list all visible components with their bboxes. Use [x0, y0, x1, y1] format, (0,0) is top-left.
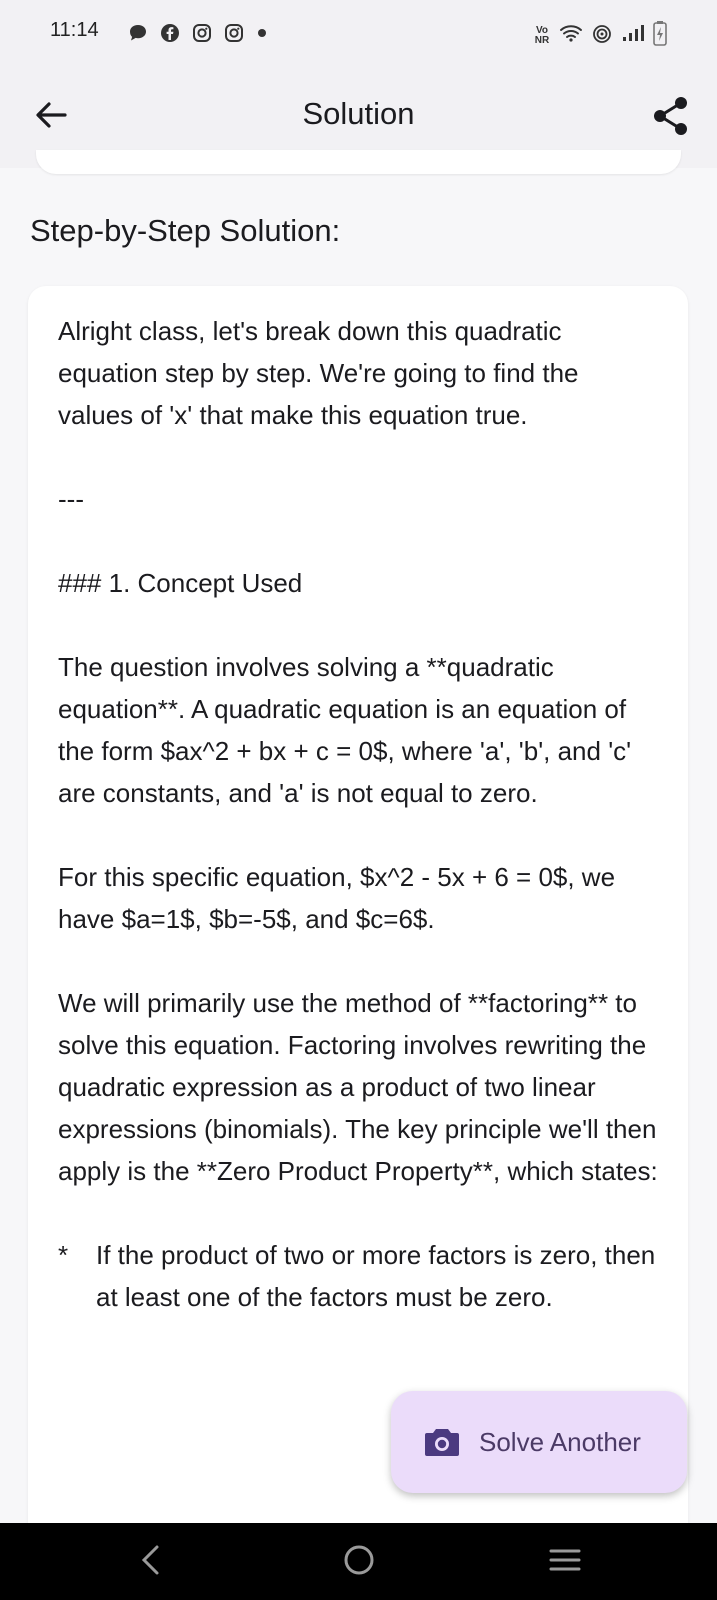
status-time: 11:14: [50, 19, 99, 41]
nav-recents-button[interactable]: [542, 1539, 588, 1585]
camera-icon: [423, 1425, 461, 1459]
status-bar: [0, 0, 717, 66]
solve-another-label: Solve Another: [479, 1426, 641, 1457]
solution-paragraph: For this specific equation, $x^2 - 5x + 6 = 0$, we have $a=1$, $b=-5$, and $c=6$.: [58, 862, 616, 934]
solve-another-button[interactable]: [391, 1391, 687, 1493]
instagram-icon: [223, 22, 245, 49]
bullet-item: [58, 1234, 658, 1318]
nav-home-icon: [342, 1543, 376, 1582]
share-button[interactable]: [647, 94, 695, 142]
bullet-text: If the product of two or more factors is zero, then at least one of the factors must be zero.: [96, 1240, 656, 1312]
page-title: Solution: [302, 96, 415, 131]
volte-nr-icon: Vo NR: [534, 24, 550, 46]
system-nav-bar: [0, 1523, 717, 1600]
main-content[interactable]: [0, 168, 717, 1523]
notification-icons: [127, 22, 269, 49]
solution-paragraph: The question involves solving a **quadratic equation**. A quadratic equation is an equation of the form $ax^2 + bx + c = 0$, where 'a', 'b', and 'c' are constants, and 'a' is not equal to zero.: [58, 652, 632, 808]
system-icons: [533, 20, 667, 51]
bullet-mark: *: [58, 1240, 69, 1270]
nav-recents-icon: [548, 1546, 582, 1579]
nav-back-icon: [139, 1544, 163, 1581]
previous-card-edge: [36, 150, 681, 174]
battery-charging-icon: [653, 20, 667, 51]
section-heading: Step-by-Step Solution:: [30, 213, 341, 248]
wifi-icon: [559, 22, 583, 49]
instagram-icon: [191, 22, 213, 49]
solution-divider: ---: [58, 484, 84, 514]
chat-bubble-icon: [127, 22, 149, 49]
solution-subheading: ### 1. Concept Used: [58, 568, 303, 598]
solution-paragraph: Alright class, let's break down this quadratic equation step by step. We're going to find the values of 'x' that make this equation true.: [58, 316, 579, 430]
hotspot-icon: [591, 22, 613, 49]
solution-card: [28, 286, 688, 1523]
share-icon: [653, 96, 689, 141]
signal-icon: [621, 22, 645, 49]
nav-home-button[interactable]: [336, 1539, 382, 1585]
facebook-icon: [159, 22, 181, 49]
nav-back-button[interactable]: [128, 1539, 174, 1585]
dot-icon: [255, 22, 269, 49]
solution-paragraph: We will primarily use the method of **factoring** to solve this equation. Factoring involves rewriting the quadratic expression as a product of two linear expressions (binomials). The key principle we'll then apply is the **Zero Product Property**, which states:: [58, 988, 658, 1186]
